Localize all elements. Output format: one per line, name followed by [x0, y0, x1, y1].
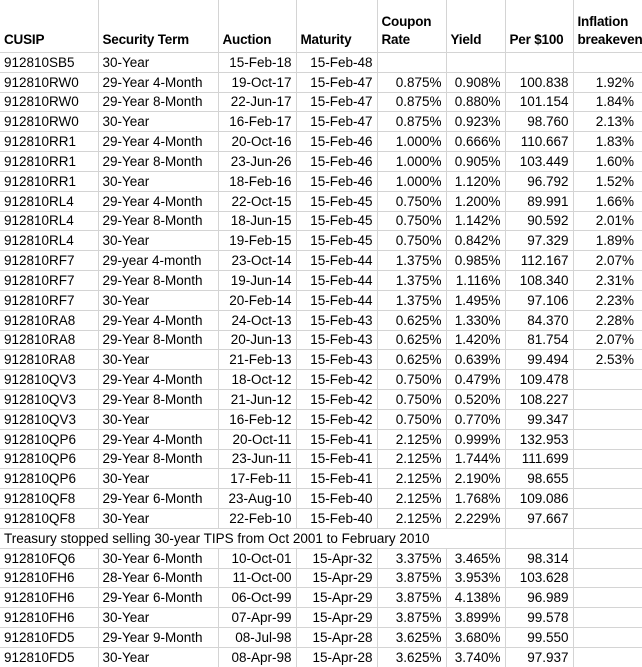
table-row	[0, 647, 642, 667]
cell-term[interactable]: 29-Year 4-Month	[98, 72, 218, 92]
cell-term[interactable]: 30-Year 6-Month	[98, 548, 218, 568]
cell-cusip[interactable]: 912810RW0	[0, 92, 98, 112]
cell-breakeven[interactable]	[573, 53, 642, 73]
cell-maturity[interactable]: 15-Feb-43	[296, 330, 377, 350]
cell-auction[interactable]: 10-Oct-01	[218, 548, 296, 568]
table-body	[0, 53, 642, 667]
table-row	[0, 251, 642, 271]
cell-yield[interactable]: 3.740%	[446, 647, 505, 667]
table-row	[0, 271, 642, 291]
cell-auction[interactable]: 23-Jun-26	[218, 152, 296, 172]
cell-per100[interactable]: 99.347	[505, 409, 573, 429]
cell-cusip[interactable]: 912810FH6	[0, 588, 98, 608]
table-row	[0, 509, 642, 529]
cell-maturity[interactable]: 15-Feb-42	[296, 409, 377, 429]
cell-cusip[interactable]: 912810FH6	[0, 568, 98, 588]
cell-breakeven[interactable]: 2.28%	[573, 310, 642, 330]
cell-breakeven[interactable]	[573, 449, 642, 469]
cell-cusip[interactable]: 912810QP6	[0, 449, 98, 469]
table-row	[0, 449, 642, 469]
cell-maturity[interactable]: 15-Apr-29	[296, 588, 377, 608]
cell-cusip[interactable]: 912810RL4	[0, 211, 98, 231]
cell-coupon[interactable]: 3.625%	[377, 647, 446, 667]
cell-per100[interactable]: 98.655	[505, 469, 573, 489]
cell-breakeven[interactable]	[573, 568, 642, 588]
cell-term[interactable]: 29-Year 8-Month	[98, 449, 218, 469]
cell-per100[interactable]: 99.494	[505, 350, 573, 370]
cell-per100[interactable]: 97.937	[505, 647, 573, 667]
cell-term[interactable]: 30-Year	[98, 647, 218, 667]
cell-breakeven[interactable]	[573, 409, 642, 429]
table-row	[0, 588, 642, 608]
cell-coupon[interactable]: 0.875%	[377, 72, 446, 92]
table-row	[0, 72, 642, 92]
cell-cusip[interactable]: 912810RR1	[0, 171, 98, 191]
column-header-auction[interactable]: Auction	[218, 0, 296, 53]
cell-coupon[interactable]: 2.125%	[377, 449, 446, 469]
cell-maturity[interactable]: 15-Feb-41	[296, 449, 377, 469]
cell-term[interactable]: 28-Year 6-Month	[98, 568, 218, 588]
cell-yield[interactable]: 1.420%	[446, 330, 505, 350]
cell-term[interactable]: 29-Year 4-Month	[98, 132, 218, 152]
table-row	[0, 310, 642, 330]
table-row	[0, 370, 642, 390]
cell-yield[interactable]: 0.639%	[446, 350, 505, 370]
table-row	[0, 548, 642, 568]
cell-term[interactable]: 29-Year 8-Month	[98, 390, 218, 410]
cell-maturity[interactable]: 15-Feb-45	[296, 211, 377, 231]
table-row	[0, 231, 642, 251]
table-row	[0, 152, 642, 172]
cell-term[interactable]: 30-Year	[98, 290, 218, 310]
cell-coupon[interactable]: 1.375%	[377, 271, 446, 291]
cell-cusip[interactable]: 912810RA8	[0, 310, 98, 330]
cell-coupon[interactable]: 2.125%	[377, 469, 446, 489]
cell-per100[interactable]: 96.792	[505, 171, 573, 191]
cell-breakeven[interactable]	[573, 608, 642, 628]
cell-breakeven[interactable]	[573, 509, 642, 529]
cell-per100[interactable]: 90.592	[505, 211, 573, 231]
cell-auction[interactable]: 08-Jul-98	[218, 628, 296, 648]
cell-breakeven[interactable]	[573, 489, 642, 509]
cell-auction[interactable]: 22-Jun-17	[218, 92, 296, 112]
cell-per100[interactable]: 84.370	[505, 310, 573, 330]
cell-per100[interactable]: 100.838	[505, 72, 573, 92]
cell-auction[interactable]: 08-Apr-98	[218, 647, 296, 667]
cell-cusip[interactable]: 912810QV3	[0, 390, 98, 410]
cell-breakeven[interactable]: 2.23%	[573, 290, 642, 310]
cell-maturity[interactable]: 15-Feb-41	[296, 469, 377, 489]
cell-yield[interactable]: 0.999%	[446, 429, 505, 449]
cell-cusip[interactable]: 912810QV3	[0, 370, 98, 390]
cell-auction[interactable]: 24-Oct-13	[218, 310, 296, 330]
cell-coupon[interactable]: 2.125%	[377, 429, 446, 449]
table-row	[0, 568, 642, 588]
cell-yield[interactable]: 0.880%	[446, 92, 505, 112]
cell-auction[interactable]: 23-Oct-14	[218, 251, 296, 271]
table-row	[0, 112, 642, 132]
cell-per100[interactable]: 98.760	[505, 112, 573, 132]
cell-breakeven[interactable]	[573, 628, 642, 648]
cell-per100[interactable]	[505, 53, 573, 73]
cell-per100[interactable]: 99.550	[505, 628, 573, 648]
cell-per100[interactable]: 89.991	[505, 191, 573, 211]
cell-coupon[interactable]	[377, 53, 446, 73]
cell-per100[interactable]: 110.667	[505, 132, 573, 152]
cell-cusip[interactable]: 912810RW0	[0, 72, 98, 92]
cell-term[interactable]: 29-Year 4-Month	[98, 310, 218, 330]
cell-term[interactable]: 29-Year 8-Month	[98, 92, 218, 112]
cell-per100[interactable]: 108.340	[505, 271, 573, 291]
cell-breakeven[interactable]: 1.60%	[573, 152, 642, 172]
header-row	[0, 0, 642, 53]
cell-cusip[interactable]: 912810SB5	[0, 53, 98, 73]
cell-cusip[interactable]: 912810RA8	[0, 350, 98, 370]
note-row	[0, 528, 642, 548]
cell-coupon[interactable]: 0.625%	[377, 330, 446, 350]
cell-auction[interactable]: 18-Oct-12	[218, 370, 296, 390]
table-header	[0, 0, 642, 53]
cell-cusip[interactable]: 912810RL4	[0, 231, 98, 251]
cell-yield[interactable]: 1.120%	[446, 171, 505, 191]
cell-auction[interactable]: 21-Jun-12	[218, 390, 296, 410]
cell-per100[interactable]: 103.628	[505, 568, 573, 588]
cell-term[interactable]: 30-Year	[98, 469, 218, 489]
cell-yield[interactable]: 0.520%	[446, 390, 505, 410]
cell-breakeven[interactable]	[573, 647, 642, 667]
cell-per100[interactable]: 109.478	[505, 370, 573, 390]
cell-breakeven[interactable]	[573, 370, 642, 390]
cell-term[interactable]: 29-Year 6-Month	[98, 588, 218, 608]
column-header-maturity[interactable]: Maturity	[296, 0, 377, 53]
cell-term[interactable]: 30-Year	[98, 608, 218, 628]
cell-coupon[interactable]: 0.750%	[377, 231, 446, 251]
cell-auction[interactable]: 16-Feb-12	[218, 409, 296, 429]
cell-term[interactable]: 29-Year 4-Month	[98, 191, 218, 211]
table-row	[0, 469, 642, 489]
cell-auction[interactable]: 19-Feb-15	[218, 231, 296, 251]
cell-breakeven[interactable]: 1.66%	[573, 191, 642, 211]
column-header-cusip[interactable]: CUSIP	[0, 0, 98, 53]
cell-per100[interactable]: 112.167	[505, 251, 573, 271]
cell-coupon[interactable]: 0.625%	[377, 310, 446, 330]
cell-breakeven[interactable]: 1.89%	[573, 231, 642, 251]
cell-yield[interactable]: 2.229%	[446, 509, 505, 529]
cell-yield[interactable]: 1.330%	[446, 310, 505, 330]
table-row	[0, 390, 642, 410]
cell-cusip[interactable]: 912810RW0	[0, 112, 98, 132]
cell-coupon[interactable]: 0.750%	[377, 409, 446, 429]
column-header-per100[interactable]: Per $100	[505, 0, 573, 53]
cell-yield[interactable]: 3.465%	[446, 548, 505, 568]
table-row	[0, 211, 642, 231]
cell-yield[interactable]: 1.495%	[446, 290, 505, 310]
cell-yield[interactable]: 0.842%	[446, 231, 505, 251]
cell-coupon[interactable]: 0.750%	[377, 370, 446, 390]
cell-auction[interactable]: 20-Jun-13	[218, 330, 296, 350]
cell-auction[interactable]: 23-Jun-11	[218, 449, 296, 469]
table-row	[0, 191, 642, 211]
cell-maturity[interactable]: 15-Feb-45	[296, 231, 377, 251]
column-header-yield[interactable]: Yield	[446, 0, 505, 53]
cell-auction[interactable]: 22-Feb-10	[218, 509, 296, 529]
cell-cusip[interactable]: 912810RA8	[0, 330, 98, 350]
cell-per100[interactable]: 98.314	[505, 548, 573, 568]
cell-coupon[interactable]: 1.375%	[377, 251, 446, 271]
cell-term[interactable]: 30-Year	[98, 231, 218, 251]
cell-cusip[interactable]: 912810RR1	[0, 132, 98, 152]
cell-per100[interactable]: 109.086	[505, 489, 573, 509]
cell-yield[interactable]: 1.142%	[446, 211, 505, 231]
table-row	[0, 53, 642, 73]
column-header-breakeven[interactable]: Inflation breakeven	[573, 0, 642, 53]
cell-auction[interactable]: 11-Oct-00	[218, 568, 296, 588]
cell-maturity[interactable]: 15-Feb-47	[296, 112, 377, 132]
cell-coupon[interactable]: 3.875%	[377, 588, 446, 608]
table-row	[0, 330, 642, 350]
cell-breakeven[interactable]: 2.53%	[573, 350, 642, 370]
cell-auction[interactable]: 20-Oct-16	[218, 132, 296, 152]
cell-cusip[interactable]: 912810QP6	[0, 469, 98, 489]
cell-yield[interactable]: 3.899%	[446, 608, 505, 628]
cell-breakeven[interactable]: 1.83%	[573, 132, 642, 152]
cell-cusip[interactable]: 912810QP6	[0, 429, 98, 449]
cell-per100[interactable]: 132.953	[505, 429, 573, 449]
cell-yield[interactable]: 0.923%	[446, 112, 505, 132]
cell-term[interactable]: 30-Year	[98, 350, 218, 370]
cell-coupon[interactable]: 0.750%	[377, 211, 446, 231]
cell-cusip[interactable]: 912810RR1	[0, 152, 98, 172]
table-row	[0, 429, 642, 449]
cell-cusip[interactable]: 912810FD5	[0, 628, 98, 648]
cell-term[interactable]: 30-Year	[98, 409, 218, 429]
cell-cusip[interactable]: 912810QF8	[0, 489, 98, 509]
empty-cell[interactable]	[505, 528, 573, 548]
table-row	[0, 489, 642, 509]
cell-breakeven[interactable]: 2.07%	[573, 330, 642, 350]
cell-auction[interactable]: 06-Oct-99	[218, 588, 296, 608]
cell-per100[interactable]: 108.227	[505, 390, 573, 410]
cell-coupon[interactable]: 1.375%	[377, 290, 446, 310]
cell-term[interactable]: 29-Year 8-Month	[98, 330, 218, 350]
cell-cusip[interactable]: 912810FH6	[0, 608, 98, 628]
cell-coupon[interactable]: 1.000%	[377, 152, 446, 172]
cell-maturity[interactable]: 15-Feb-42	[296, 390, 377, 410]
table-row	[0, 628, 642, 648]
note-cell[interactable]: Treasury stopped selling 30-year TIPS from Oct 2001 to February 2010	[0, 528, 505, 548]
cell-per100[interactable]: 101.154	[505, 92, 573, 112]
cell-maturity[interactable]: 15-Feb-41	[296, 429, 377, 449]
cell-cusip[interactable]: 912810QF8	[0, 509, 98, 529]
cell-maturity[interactable]: 15-Feb-42	[296, 370, 377, 390]
cell-breakeven[interactable]: 2.07%	[573, 251, 642, 271]
cell-maturity[interactable]: 15-Feb-46	[296, 152, 377, 172]
cell-breakeven[interactable]	[573, 429, 642, 449]
cell-term[interactable]: 30-Year	[98, 171, 218, 191]
cell-term[interactable]: 29-Year 4-Month	[98, 370, 218, 390]
cell-auction[interactable]: 20-Oct-11	[218, 429, 296, 449]
cell-auction[interactable]: 19-Jun-14	[218, 271, 296, 291]
cell-yield[interactable]: 0.985%	[446, 251, 505, 271]
cell-cusip[interactable]: 912810RF7	[0, 271, 98, 291]
cell-maturity[interactable]: 15-Feb-46	[296, 132, 377, 152]
cell-breakeven[interactable]: 2.13%	[573, 112, 642, 132]
cell-breakeven[interactable]: 1.52%	[573, 171, 642, 191]
cell-breakeven[interactable]: 1.92%	[573, 72, 642, 92]
cell-auction[interactable]: 23-Aug-10	[218, 489, 296, 509]
cell-maturity[interactable]: 15-Feb-44	[296, 251, 377, 271]
cell-breakeven[interactable]: 1.84%	[573, 92, 642, 112]
cell-term[interactable]: 30-Year	[98, 53, 218, 73]
cell-cusip[interactable]: 912810FD5	[0, 647, 98, 667]
cell-yield[interactable]: 0.479%	[446, 370, 505, 390]
cell-term[interactable]: 29-Year 4-Month	[98, 429, 218, 449]
cell-maturity[interactable]: 15-Feb-46	[296, 171, 377, 191]
cell-auction[interactable]: 21-Feb-13	[218, 350, 296, 370]
cell-cusip[interactable]: 912810RF7	[0, 251, 98, 271]
cell-breakeven[interactable]	[573, 588, 642, 608]
cell-per100[interactable]: 97.106	[505, 290, 573, 310]
table-row	[0, 171, 642, 191]
cell-maturity[interactable]: 15-Feb-45	[296, 191, 377, 211]
cell-auction[interactable]: 19-Oct-17	[218, 72, 296, 92]
cell-yield[interactable]: 4.138%	[446, 588, 505, 608]
cell-breakeven[interactable]	[573, 390, 642, 410]
cell-coupon[interactable]: 2.125%	[377, 509, 446, 529]
table-row	[0, 92, 642, 112]
cell-yield[interactable]: 0.908%	[446, 72, 505, 92]
cell-term[interactable]: 29-Year 9-Month	[98, 628, 218, 648]
table-row	[0, 290, 642, 310]
cell-maturity[interactable]: 15-Apr-28	[296, 647, 377, 667]
cell-maturity[interactable]: 15-Feb-43	[296, 310, 377, 330]
cell-term[interactable]: 29-Year 8-Month	[98, 152, 218, 172]
cell-auction[interactable]: 22-Oct-15	[218, 191, 296, 211]
cell-coupon[interactable]: 3.875%	[377, 608, 446, 628]
cell-yield[interactable]: 3.680%	[446, 628, 505, 648]
cell-breakeven[interactable]	[573, 548, 642, 568]
cell-per100[interactable]: 103.449	[505, 152, 573, 172]
cell-maturity[interactable]: 15-Apr-29	[296, 568, 377, 588]
cell-coupon[interactable]: 1.000%	[377, 132, 446, 152]
cell-maturity[interactable]: 15-Feb-44	[296, 290, 377, 310]
cell-maturity[interactable]: 15-Feb-47	[296, 72, 377, 92]
cell-maturity[interactable]: 15-Feb-44	[296, 271, 377, 291]
cell-auction[interactable]: 15-Feb-18	[218, 53, 296, 73]
cell-cusip[interactable]: 912810QV3	[0, 409, 98, 429]
cell-coupon[interactable]: 0.750%	[377, 191, 446, 211]
cell-coupon[interactable]: 0.875%	[377, 112, 446, 132]
cell-per100[interactable]: 97.667	[505, 509, 573, 529]
cell-term[interactable]: 30-Year	[98, 509, 218, 529]
cell-coupon[interactable]: 2.125%	[377, 489, 446, 509]
cell-term[interactable]: 29-Year 8-Month	[98, 211, 218, 231]
cell-coupon[interactable]: 3.375%	[377, 548, 446, 568]
cell-auction[interactable]: 20-Feb-14	[218, 290, 296, 310]
cell-cusip[interactable]: 912810FQ6	[0, 548, 98, 568]
empty-cell[interactable]	[573, 528, 642, 548]
cell-coupon[interactable]: 1.000%	[377, 171, 446, 191]
cell-breakeven[interactable]: 2.01%	[573, 211, 642, 231]
cell-breakeven[interactable]	[573, 469, 642, 489]
table-row	[0, 350, 642, 370]
cell-maturity[interactable]: 15-Feb-43	[296, 350, 377, 370]
cell-per100[interactable]: 81.754	[505, 330, 573, 350]
cell-term[interactable]: 29-year 4-month	[98, 251, 218, 271]
cell-cusip[interactable]: 912810RF7	[0, 290, 98, 310]
cell-yield[interactable]: 2.190%	[446, 469, 505, 489]
cell-maturity[interactable]: 15-Apr-29	[296, 608, 377, 628]
cell-per100[interactable]: 111.699	[505, 449, 573, 469]
cell-yield[interactable]: 1.768%	[446, 489, 505, 509]
column-header-term[interactable]: Security Term	[98, 0, 218, 53]
cell-auction[interactable]: 18-Jun-15	[218, 211, 296, 231]
cell-per100[interactable]: 96.989	[505, 588, 573, 608]
cell-maturity[interactable]: 15-Feb-40	[296, 489, 377, 509]
cell-cusip[interactable]: 912810RL4	[0, 191, 98, 211]
cell-per100[interactable]: 99.578	[505, 608, 573, 628]
cell-yield[interactable]: 3.953%	[446, 568, 505, 588]
cell-maturity[interactable]: 15-Feb-40	[296, 509, 377, 529]
table-row	[0, 608, 642, 628]
cell-yield[interactable]: 1.744%	[446, 449, 505, 469]
table-row	[0, 409, 642, 429]
cell-coupon[interactable]: 0.750%	[377, 390, 446, 410]
column-header-coupon[interactable]: Coupon Rate	[377, 0, 446, 53]
cell-yield[interactable]: 0.666%	[446, 132, 505, 152]
cell-maturity[interactable]: 15-Apr-32	[296, 548, 377, 568]
cell-breakeven[interactable]: 2.31%	[573, 271, 642, 291]
cell-yield[interactable]	[446, 53, 505, 73]
cell-maturity[interactable]: 15-Feb-48	[296, 53, 377, 73]
cell-coupon[interactable]: 0.875%	[377, 92, 446, 112]
cell-auction[interactable]: 18-Feb-16	[218, 171, 296, 191]
cell-yield[interactable]: 0.770%	[446, 409, 505, 429]
table-row	[0, 132, 642, 152]
cell-term[interactable]: 29-Year 6-Month	[98, 489, 218, 509]
cell-auction[interactable]: 07-Apr-99	[218, 608, 296, 628]
cell-yield[interactable]: 1.200%	[446, 191, 505, 211]
cell-auction[interactable]: 17-Feb-11	[218, 469, 296, 489]
cell-coupon[interactable]: 3.875%	[377, 568, 446, 588]
cell-term[interactable]: 30-Year	[98, 112, 218, 132]
cell-auction[interactable]: 16-Feb-17	[218, 112, 296, 132]
cell-yield[interactable]: 1.116%	[446, 271, 505, 291]
cell-coupon[interactable]: 0.625%	[377, 350, 446, 370]
cell-maturity[interactable]: 15-Feb-47	[296, 92, 377, 112]
cell-maturity[interactable]: 15-Apr-28	[296, 628, 377, 648]
cell-yield[interactable]: 0.905%	[446, 152, 505, 172]
cell-term[interactable]: 29-Year 8-Month	[98, 271, 218, 291]
cell-per100[interactable]: 97.329	[505, 231, 573, 251]
cell-coupon[interactable]: 3.625%	[377, 628, 446, 648]
